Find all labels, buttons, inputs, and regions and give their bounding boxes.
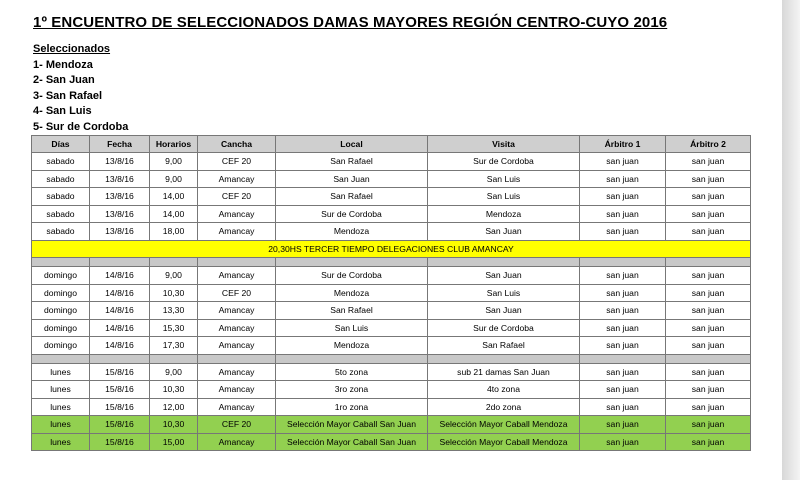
date-cell: 15/8/16 bbox=[90, 398, 150, 416]
separator-cell bbox=[276, 258, 428, 267]
separator-row bbox=[32, 258, 751, 267]
separator-cell bbox=[90, 354, 150, 363]
col-header-horarios: Horarios bbox=[150, 136, 198, 153]
table-row bbox=[32, 319, 751, 337]
day-cell: sabado bbox=[32, 223, 90, 241]
date-cell: 15/8/16 bbox=[90, 363, 150, 381]
col-header-local: Local bbox=[276, 136, 428, 153]
court-cell: CEF 20 bbox=[198, 153, 276, 171]
time-cell: 9,00 bbox=[150, 170, 198, 188]
away-team-cell: Selección Mayor Caball Mendoza bbox=[428, 433, 580, 451]
schedule-body bbox=[32, 153, 751, 451]
separator-cell bbox=[666, 258, 751, 267]
referee-1-cell: san juan bbox=[580, 416, 666, 434]
referee-1-cell: san juan bbox=[580, 267, 666, 285]
home-team-cell: 3ro zona bbox=[276, 381, 428, 399]
home-team-cell: San Luis bbox=[276, 319, 428, 337]
col-header-arbitro-2: Árbitro 2 bbox=[666, 136, 751, 153]
referee-1-cell: san juan bbox=[580, 223, 666, 241]
away-team-cell: Sur de Cordoba bbox=[428, 319, 580, 337]
home-team-cell: Mendoza bbox=[276, 284, 428, 302]
home-team-cell: Sur de Cordoba bbox=[276, 267, 428, 285]
note-row bbox=[32, 240, 751, 258]
time-cell: 14,00 bbox=[150, 205, 198, 223]
table-row bbox=[32, 416, 751, 434]
table-row bbox=[32, 337, 751, 355]
separator-cell bbox=[198, 354, 276, 363]
teams-list bbox=[33, 42, 128, 136]
separator-cell bbox=[150, 258, 198, 267]
referee-1-cell: san juan bbox=[580, 337, 666, 355]
page-edge-shadow bbox=[782, 0, 800, 480]
table-row bbox=[32, 433, 751, 451]
time-cell: 9,00 bbox=[150, 363, 198, 381]
date-cell: 15/8/16 bbox=[90, 433, 150, 451]
referee-1-cell: san juan bbox=[580, 170, 666, 188]
separator-row bbox=[32, 354, 751, 363]
table-row bbox=[32, 205, 751, 223]
table-row bbox=[32, 363, 751, 381]
court-cell: CEF 20 bbox=[198, 284, 276, 302]
court-cell: Amancay bbox=[198, 363, 276, 381]
referee-2-cell: san juan bbox=[666, 170, 751, 188]
referee-1-cell: san juan bbox=[580, 363, 666, 381]
away-team-cell: San Juan bbox=[428, 223, 580, 241]
court-cell: CEF 20 bbox=[198, 188, 276, 206]
time-cell: 10,30 bbox=[150, 284, 198, 302]
referee-1-cell: san juan bbox=[580, 284, 666, 302]
home-team-cell: Selección Mayor Caball San Juan bbox=[276, 416, 428, 434]
away-team-cell: Mendoza bbox=[428, 205, 580, 223]
away-team-cell: Selección Mayor Caball Mendoza bbox=[428, 416, 580, 434]
day-cell: sabado bbox=[32, 170, 90, 188]
schedule-table bbox=[31, 135, 751, 451]
date-cell: 14/8/16 bbox=[90, 302, 150, 320]
court-cell: Amancay bbox=[198, 205, 276, 223]
time-cell: 10,30 bbox=[150, 381, 198, 399]
date-cell: 13/8/16 bbox=[90, 170, 150, 188]
separator-cell bbox=[90, 258, 150, 267]
col-header-dias: Días bbox=[32, 136, 90, 153]
day-cell: lunes bbox=[32, 416, 90, 434]
referee-2-cell: san juan bbox=[666, 337, 751, 355]
referee-1-cell: san juan bbox=[580, 398, 666, 416]
referee-2-cell: san juan bbox=[666, 188, 751, 206]
home-team-cell: Selección Mayor Caball San Juan bbox=[276, 433, 428, 451]
day-cell: sabado bbox=[32, 153, 90, 171]
day-cell: domingo bbox=[32, 267, 90, 285]
referee-2-cell: san juan bbox=[666, 319, 751, 337]
separator-cell bbox=[580, 354, 666, 363]
referee-1-cell: san juan bbox=[580, 302, 666, 320]
time-cell: 18,00 bbox=[150, 223, 198, 241]
team-item: 3- San Rafael bbox=[33, 89, 103, 102]
table-row bbox=[32, 188, 751, 206]
separator-cell bbox=[276, 354, 428, 363]
home-team-cell: Mendoza bbox=[276, 223, 428, 241]
home-team-cell: 5to zona bbox=[276, 363, 428, 381]
day-cell: lunes bbox=[32, 433, 90, 451]
court-cell: Amancay bbox=[198, 398, 276, 416]
referee-1-cell: san juan bbox=[580, 381, 666, 399]
time-cell: 17,30 bbox=[150, 337, 198, 355]
table-row bbox=[32, 153, 751, 171]
col-header-cancha: Cancha bbox=[198, 136, 276, 153]
col-header-visita: Visita bbox=[428, 136, 580, 153]
away-team-cell: sub 21 damas San Juan bbox=[428, 363, 580, 381]
date-cell: 13/8/16 bbox=[90, 205, 150, 223]
referee-2-cell: san juan bbox=[666, 381, 751, 399]
referee-2-cell: san juan bbox=[666, 398, 751, 416]
separator-cell bbox=[32, 258, 90, 267]
referee-2-cell: san juan bbox=[666, 223, 751, 241]
time-cell: 15,00 bbox=[150, 433, 198, 451]
home-team-cell: Mendoza bbox=[276, 337, 428, 355]
court-cell: Amancay bbox=[198, 223, 276, 241]
table-row bbox=[32, 381, 751, 399]
referee-2-cell: san juan bbox=[666, 433, 751, 451]
referee-2-cell: san juan bbox=[666, 267, 751, 285]
separator-cell bbox=[32, 354, 90, 363]
separator-cell bbox=[428, 258, 580, 267]
court-cell: Amancay bbox=[198, 433, 276, 451]
time-cell: 13,30 bbox=[150, 302, 198, 320]
away-team-cell: 4to zona bbox=[428, 381, 580, 399]
referee-2-cell: san juan bbox=[666, 302, 751, 320]
away-team-cell: San Luis bbox=[428, 188, 580, 206]
document-title: 1º ENCUENTRO DE SELECCIONADOS DAMAS MAYORES REGIÓN CENTRO-CUYO 2016 bbox=[33, 14, 668, 31]
home-team-cell: San Rafael bbox=[276, 153, 428, 171]
table-row bbox=[32, 267, 751, 285]
separator-cell bbox=[580, 258, 666, 267]
court-cell: Amancay bbox=[198, 381, 276, 399]
date-cell: 15/8/16 bbox=[90, 416, 150, 434]
referee-1-cell: san juan bbox=[580, 433, 666, 451]
date-cell: 14/8/16 bbox=[90, 319, 150, 337]
separator-cell bbox=[198, 258, 276, 267]
separator-cell bbox=[150, 354, 198, 363]
table-row bbox=[32, 302, 751, 320]
referee-2-cell: san juan bbox=[666, 153, 751, 171]
team-item: 1- Mendoza bbox=[33, 58, 93, 71]
referee-1-cell: san juan bbox=[580, 205, 666, 223]
home-team-cell: San Rafael bbox=[276, 302, 428, 320]
court-cell: Amancay bbox=[198, 267, 276, 285]
time-cell: 12,00 bbox=[150, 398, 198, 416]
time-cell: 9,00 bbox=[150, 153, 198, 171]
day-cell: lunes bbox=[32, 398, 90, 416]
day-cell: sabado bbox=[32, 188, 90, 206]
time-cell: 9,00 bbox=[150, 267, 198, 285]
referee-1-cell: san juan bbox=[580, 153, 666, 171]
referee-2-cell: san juan bbox=[666, 363, 751, 381]
court-cell: Amancay bbox=[198, 170, 276, 188]
table-row bbox=[32, 284, 751, 302]
col-header-fecha: Fecha bbox=[90, 136, 150, 153]
separator-cell bbox=[428, 354, 580, 363]
time-cell: 14,00 bbox=[150, 188, 198, 206]
home-team-cell: Sur de Cordoba bbox=[276, 205, 428, 223]
away-team-cell: San Juan bbox=[428, 267, 580, 285]
court-cell: CEF 20 bbox=[198, 416, 276, 434]
date-cell: 13/8/16 bbox=[90, 153, 150, 171]
away-team-cell: Sur de Cordoba bbox=[428, 153, 580, 171]
table-row bbox=[32, 170, 751, 188]
court-cell: Amancay bbox=[198, 319, 276, 337]
team-item: 5- Sur de Cordoba bbox=[33, 120, 129, 133]
referee-2-cell: san juan bbox=[666, 284, 751, 302]
day-cell: domingo bbox=[32, 284, 90, 302]
away-team-cell: San Juan bbox=[428, 302, 580, 320]
note-cell: 20,30HS TERCER TIEMPO DELEGACIONES CLUB AMANCAY bbox=[32, 240, 751, 258]
team-item: 4- San Luis bbox=[33, 105, 92, 118]
day-cell: lunes bbox=[32, 381, 90, 399]
time-cell: 10,30 bbox=[150, 416, 198, 434]
separator-cell bbox=[666, 354, 751, 363]
referee-2-cell: san juan bbox=[666, 416, 751, 434]
court-cell: Amancay bbox=[198, 302, 276, 320]
teams-header: Seleccionados bbox=[33, 43, 111, 55]
home-team-cell: San Juan bbox=[276, 170, 428, 188]
day-cell: lunes bbox=[32, 363, 90, 381]
away-team-cell: 2do zona bbox=[428, 398, 580, 416]
day-cell: domingo bbox=[32, 337, 90, 355]
time-cell: 15,30 bbox=[150, 319, 198, 337]
day-cell: sabado bbox=[32, 205, 90, 223]
away-team-cell: San Luis bbox=[428, 170, 580, 188]
date-cell: 13/8/16 bbox=[90, 188, 150, 206]
day-cell: domingo bbox=[32, 319, 90, 337]
table-row bbox=[32, 398, 751, 416]
day-cell: domingo bbox=[32, 302, 90, 320]
date-cell: 14/8/16 bbox=[90, 284, 150, 302]
home-team-cell: San Rafael bbox=[276, 188, 428, 206]
col-header-arbitro-1: Árbitro 1 bbox=[580, 136, 666, 153]
away-team-cell: San Rafael bbox=[428, 337, 580, 355]
header-row bbox=[32, 136, 751, 153]
date-cell: 13/8/16 bbox=[90, 223, 150, 241]
home-team-cell: 1ro zona bbox=[276, 398, 428, 416]
date-cell: 14/8/16 bbox=[90, 267, 150, 285]
date-cell: 14/8/16 bbox=[90, 337, 150, 355]
table-row bbox=[32, 223, 751, 241]
court-cell: Amancay bbox=[198, 337, 276, 355]
away-team-cell: San Luis bbox=[428, 284, 580, 302]
team-item: 2- San Juan bbox=[33, 74, 95, 87]
referee-1-cell: san juan bbox=[580, 319, 666, 337]
referee-1-cell: san juan bbox=[580, 188, 666, 206]
referee-2-cell: san juan bbox=[666, 205, 751, 223]
date-cell: 15/8/16 bbox=[90, 381, 150, 399]
